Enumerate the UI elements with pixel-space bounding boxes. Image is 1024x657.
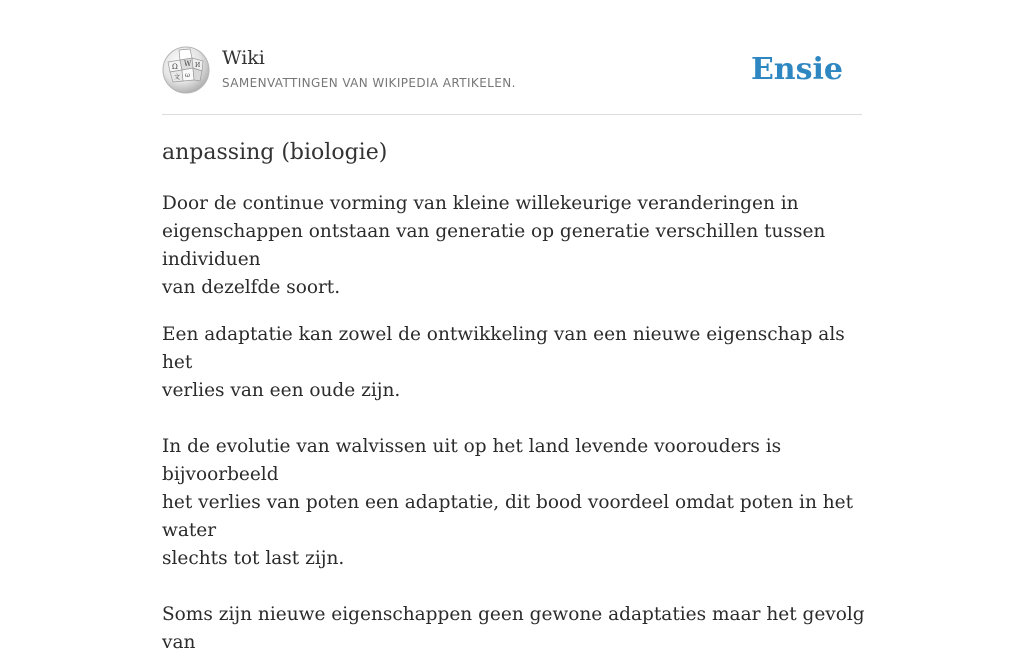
ensie-logo-link[interactable]: Ensie bbox=[750, 52, 843, 87]
paragraph-line: slechts tot last zijn. bbox=[162, 548, 345, 569]
wikipedia-globe-icon[interactable] bbox=[162, 46, 210, 94]
paragraph-gap bbox=[162, 405, 868, 433]
site-header bbox=[162, 46, 862, 115]
paragraph-line: eigenschappen ontstaan van generatie op generatie verschillen tussen individuen bbox=[162, 221, 826, 270]
paragraph-line: In de evolutie van walvissen uit op het land levende voorouders is bijvoorbeeld bbox=[162, 436, 782, 485]
article-paragraph bbox=[162, 321, 868, 405]
svg-text:文: 文 bbox=[174, 74, 181, 81]
svg-text:И: И bbox=[195, 62, 201, 69]
article-paragraph bbox=[162, 433, 868, 573]
site-tagline: SAMENVATTINGEN VAN WIKIPEDIA ARTIKELEN. bbox=[222, 76, 516, 90]
article-paragraph bbox=[162, 190, 868, 302]
article bbox=[162, 136, 868, 657]
paragraph-line: verlies van een oude zijn. bbox=[162, 380, 401, 401]
svg-text:W: W bbox=[184, 60, 192, 68]
paragraph-line: Een adaptatie kan zowel de ontwikkeling van een nieuwe eigenschap als het bbox=[162, 324, 845, 373]
svg-text:ω: ω bbox=[185, 72, 190, 79]
svg-text:Ω: Ω bbox=[172, 63, 178, 71]
paragraph-line: het verlies van poten een adaptatie, dit bood voordeel omdat poten in het water bbox=[162, 492, 854, 541]
paragraph-line: van dezelfde soort. bbox=[162, 277, 341, 298]
article-paragraph bbox=[162, 601, 868, 657]
paragraph-line: Door de continue vorming van kleine willekeurige veranderingen in bbox=[162, 193, 799, 214]
site-name[interactable]: Wiki bbox=[222, 47, 265, 69]
article-title: anpassing (biologie) bbox=[162, 140, 388, 165]
paragraph-gap bbox=[162, 573, 868, 601]
paragraph-line: Soms zijn nieuwe eigenschappen geen gewone adaptaties maar het gevolg van bbox=[162, 604, 865, 653]
